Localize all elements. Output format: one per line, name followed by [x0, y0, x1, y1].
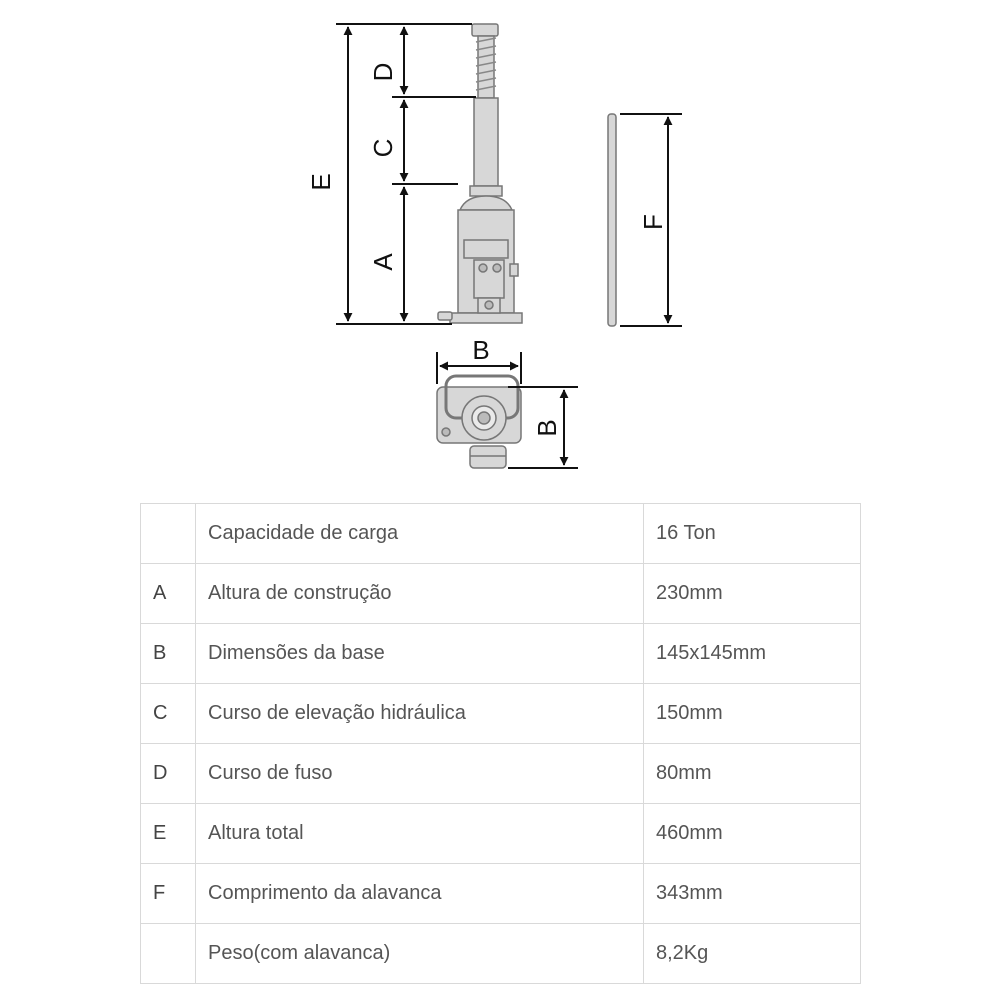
- spec-letter: [141, 924, 196, 984]
- spec-value: 230mm: [644, 564, 861, 624]
- spec-letter: [141, 504, 196, 564]
- spec-value: 460mm: [644, 804, 861, 864]
- spec-letter: A: [141, 564, 196, 624]
- jack-dimension-diagram: [0, 0, 1000, 480]
- label-b-top: B: [472, 335, 490, 365]
- table-row: [141, 744, 861, 804]
- spec-value: 150mm: [644, 684, 861, 744]
- spec-description: Curso de elevação hidráulica: [196, 684, 644, 744]
- spec-description: Peso(com alavanca): [196, 924, 644, 984]
- table-row: [141, 624, 861, 684]
- label-f: F: [638, 214, 668, 230]
- specifications-table: [140, 503, 861, 984]
- spec-description: Curso de fuso: [196, 744, 644, 804]
- spec-letter: B: [141, 624, 196, 684]
- label-d: D: [368, 62, 398, 82]
- spec-letter: E: [141, 804, 196, 864]
- bottle-jack-top-view: [437, 376, 521, 468]
- spec-value: 16 Ton: [644, 504, 861, 564]
- spec-letter: F: [141, 864, 196, 924]
- spec-description: Dimensões da base: [196, 624, 644, 684]
- label-c: C: [368, 138, 398, 158]
- label-a: A: [368, 253, 398, 271]
- spec-letter: D: [141, 744, 196, 804]
- lever-handle: [608, 114, 616, 326]
- label-e: E: [306, 173, 336, 191]
- table-row: [141, 564, 861, 624]
- table-row: [141, 864, 861, 924]
- spec-value: 343mm: [644, 864, 861, 924]
- spec-value: 80mm: [644, 744, 861, 804]
- spec-description: Capacidade de carga: [196, 504, 644, 564]
- spec-description: Altura de construção: [196, 564, 644, 624]
- table-row: [141, 504, 861, 564]
- spec-description: Altura total: [196, 804, 644, 864]
- label-b-side: B: [532, 419, 562, 437]
- table-row: [141, 804, 861, 864]
- table-row: [141, 924, 861, 984]
- bottle-jack-side-view: [438, 24, 522, 323]
- table-row: [141, 684, 861, 744]
- spec-value: 145x145mm: [644, 624, 861, 684]
- spec-value: 8,2Kg: [644, 924, 861, 984]
- spec-letter: C: [141, 684, 196, 744]
- spec-description: Comprimento da alavanca: [196, 864, 644, 924]
